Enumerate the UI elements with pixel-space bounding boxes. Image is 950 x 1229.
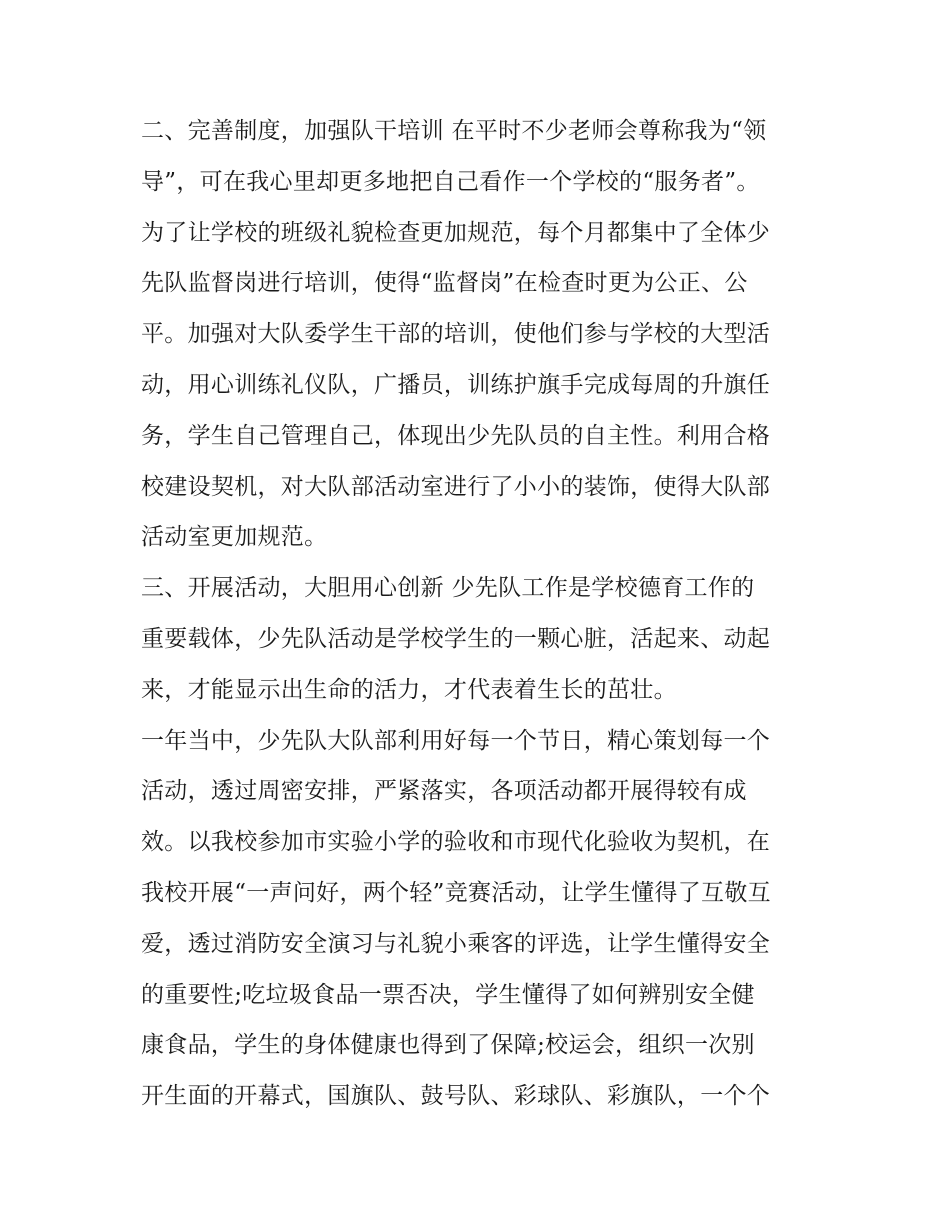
text-line: 为了让学校的班级礼貌检查更加规范，每个月都集中了全体少 bbox=[141, 219, 771, 246]
text-line: 的重要性;吃垃圾食品一票否决，学生懂得了如何辨别安全健 bbox=[141, 981, 755, 1008]
text-line: 爱，透过消防安全演习与礼貌小乘客的评选，让学生懂得安全 bbox=[141, 930, 771, 957]
text-line: 动，用心训练礼仪队，广播员，训练护旗手完成每周的升旗任 bbox=[141, 371, 771, 398]
text-line: 校建设契机，对大队部活动室进行了小小的装饰，使得大队部 bbox=[141, 473, 771, 500]
text-line: 重要载体，少先队活动是学校学生的一颗心脏，活起来、动起 bbox=[141, 625, 771, 652]
text-line: 平。加强对大队委学生干部的培训，使他们参与学校的大型活 bbox=[141, 321, 771, 348]
text-line: 活动室更加规范。 bbox=[141, 524, 328, 551]
text-line: 务，学生自己管理自己，体现出少先队员的自主性。利用合格 bbox=[141, 422, 771, 449]
text-line: 先队监督岗进行培训，使得“监督岗”在检查时更为公正、公 bbox=[141, 270, 748, 297]
text-line: 康食品，学生的身体健康也得到了保障;校运会，组织一次别 bbox=[141, 1032, 755, 1059]
text-line: 三、开展活动，大胆用心创新 少先队工作是学校德育工作的 bbox=[141, 575, 755, 602]
text-line: 导”，可在我心里却更多地把自己看作一个学校的“服务者”。 bbox=[141, 168, 760, 195]
text-line: 开生面的开幕式，国旗队、鼓号队、彩球队、彩旗队，一个个 bbox=[141, 1083, 771, 1110]
text-line: 我校开展“一声问好，两个轻”竞赛活动，让学生懂得了互敬互 bbox=[141, 879, 771, 906]
text-line: 来，才能显示出生命的活力，才代表着生长的茁壮。 bbox=[141, 676, 677, 703]
text-line: 一年当中，少先队大队部利用好每一个节日，精心策划每一个 bbox=[141, 727, 771, 754]
text-line: 效。以我校参加市实验小学的验收和市现代化验收为契机，在 bbox=[141, 829, 771, 856]
document-page bbox=[141, 106, 821, 1122]
text-line: 二、完善制度，加强队干培训 在平时不少老师会尊称我为“领 bbox=[141, 118, 767, 144]
text-line: 活动，透过周密安排，严紧落实，各项活动都开展得较有成 bbox=[141, 778, 747, 805]
